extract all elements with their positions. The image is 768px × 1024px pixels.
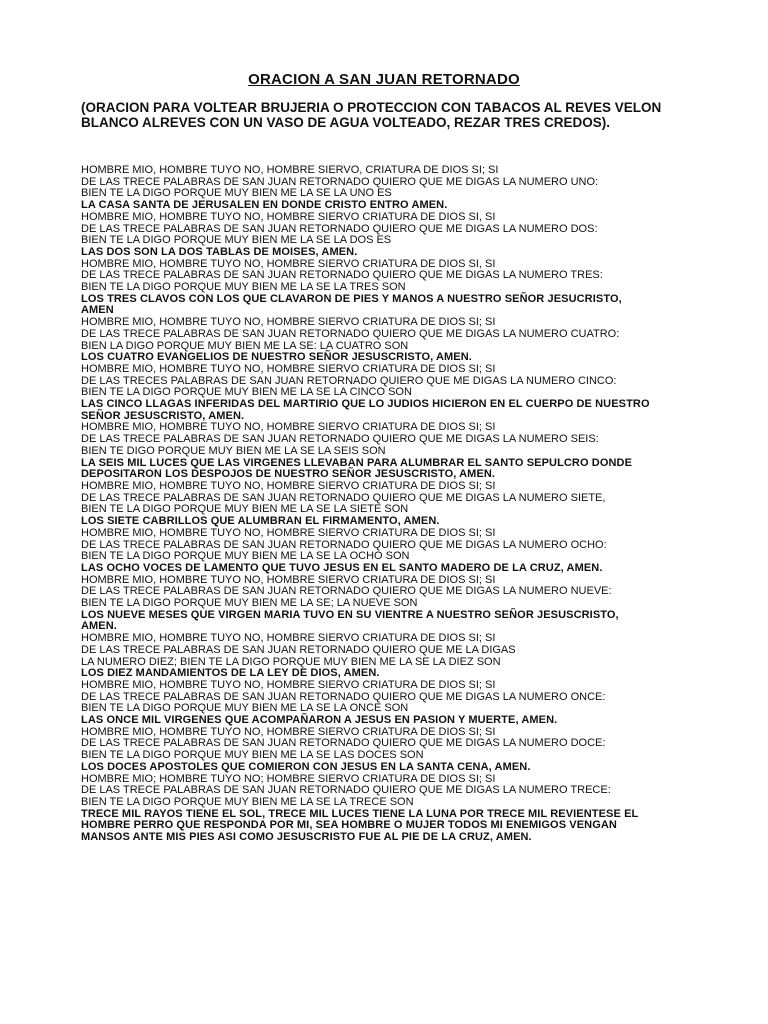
prayer-line: DE LAS TRECE PALABRAS DE SAN JUAN RETORNADO QUIERO QUE ME DIGAS LA NUMERO DOS: [81, 222, 598, 235]
prayer-line: HOMBRE MIO, HOMBRE TUYO NO, HOMBRE SIERVO CRIATURA DE DIOS SI; SI [81, 632, 496, 645]
prayer-line: DE LAS TRECE PALABRAS DE SAN JUAN RETORNADO QUIERO QUE ME DIGAS LA NUMERO TRECE: [81, 784, 611, 797]
prayer-line: BIEN TE LA DIGO PORQUE MUY BIEN ME LA SE LA ONCE SON [81, 702, 409, 715]
prayer-line: HOMBRE MIO, HOMBRE TUYO NO, HOMBRE SIERVO CRIATURA DE DIOS SI, SI [81, 210, 496, 223]
prayer-line: HOMBRE MIO, HOMBRE TUYO NO, HOMBRE SIERVO CRIATURA DE DIOS SI; SI [81, 316, 496, 329]
prayer-line: HOMBRE MIO; HOMBRE TUYO NO; HOMBRE SIERVO CRIATURA DE DIOS SI; SI [81, 772, 496, 785]
prayer-line: DE LAS TRECES PALABRAS DE SAN JUAN RETORNADO QUIERO QUE ME DIGAS LA NUMERO CINCO: [81, 374, 617, 387]
prayer-line-bold: SEÑOR JESUSCRISTO, AMEN. [81, 409, 245, 422]
prayer-line-bold: LOS CUATRO EVANGELIOS DE NUESTRO SEÑOR JESUSCRISTO, AMEN. [81, 351, 472, 364]
prayer-line-bold: MANSOS ANTE MIS PIES ASI COMO JESUSCRISTO FUE AL PIE DE LA CRUZ, AMEN. [81, 831, 532, 844]
document-subtitle: (ORACION PARA VOLTEAR BRUJERIA O PROTECCION CON TABACOS AL REVES VELON BLANCO ALREVES CON UN VASO DE AGUA VOLTEADO, REZAR TRES CREDOS). [81, 100, 662, 130]
prayer-line: DE LAS TRECE PALABRAS DE SAN JUAN RETORNADO QUIERO QUE ME DIGAS LA NUMERO OCHO: [81, 538, 607, 551]
prayer-line: HOMBRE MIO, HOMBRE TUYO NO, HOMBRE SIERVO CRIATURA DE DIOS SI; SI [81, 573, 496, 586]
prayer-line: BIEN TE LA DIGO PORQUE MUY BIEN ME LA SE LA SIETE SON [81, 503, 409, 516]
prayer-line: BIEN TE LA DIGO PORQUE MUY BIEN ME LA SE LA UNO ES [81, 187, 392, 200]
prayer-line-bold: LA SEIS MIL LUCES QUE LAS VIRGENES LLEVABAN PARA ALUMBRAR EL SANTO SEPULCRO DONDE [81, 456, 633, 469]
prayer-line: HOMBRE MIO, HOMBRE TUYO NO, HOMBRE SIERVO CRIATURA DE DIOS SI, SI [81, 257, 496, 270]
prayer-line: BIEN TE LA DIGO PORQUE MUY BIEN ME LA SE LA OCHO SON [81, 550, 410, 563]
prayer-line: DE LAS TRECE PALABRAS DE SAN JUAN RETORNADO QUIERO QUE ME DIGAS LA NUMERO TRES: [81, 269, 603, 282]
prayer-line: BIEN TE LA DIGO PORQUE MUY BIEN ME LA SE LA CINCO SON [81, 386, 412, 399]
prayer-line: BIEN TE LA DIGO PORQUE MUY BIEN ME LA SE LAS DOCES SON [81, 749, 424, 762]
prayer-line-bold: LAS CINCO LLAGAS INFERIDAS DEL MARTIRIO QUE LO JUDIOS HICIERON EN EL CUERPO DE NUESTRO [81, 398, 650, 411]
prayer-line-bold: LAS DOS SON LA DOS TABLAS DE MOISES, AMEN. [81, 245, 358, 258]
prayer-line-bold: LOS SIETE CABRILLOS QUE ALUMBRAN EL FIRMAMENTO, AMEN. [81, 515, 440, 528]
prayer-line: HOMBRE MIO, HOMBRE TUYO NO, HOMBRE SIERVO, CRIATURA DE DIOS SI; SI [81, 164, 499, 176]
document-title: ORACION A SAN JUAN RETORNADO [248, 71, 520, 88]
prayer-line-bold: LAS ONCE MIL VIRGENES QUE ACOMPAÑARON A JESUS EN PASION Y MUERTE, AMEN. [81, 714, 558, 727]
prayer-line: BIEN TE DIGO PORQUE MUY BIEN ME LA SE LA SEIS SON [81, 444, 386, 457]
prayer-body [81, 165, 731, 844]
prayer-line: HOMBRE MIO, HOMBRE TUYO NO, HOMBRE SIERVO CRIATURA DE DIOS SI; SI [81, 526, 496, 539]
prayer-line-bold: LOS TRES CLAVOS CON LOS QUE CLAVARON DE PIES Y MANOS A NUESTRO SEÑOR JESUCRISTO, [81, 292, 622, 305]
prayer-line: HOMBRE MIO, HOMBRE TUYO NO, HOMBRE SIERVO CRIATURA DE DIOS SI; SI [81, 678, 496, 691]
prayer-line: DE LAS TRECE PALABRAS DE SAN JUAN RETORNADO QUIERO QUE ME DIGAS LA NUMERO SIETE, [81, 491, 606, 504]
prayer-line-bold: LOS DIEZ MANDAMIENTOS DE LA LEY DE DIOS, AMEN. [81, 667, 380, 680]
prayer-line-bold: LA CASA SANTA DE JERUSALEN EN DONDE CRISTO ENTRO AMEN. [81, 199, 448, 212]
prayer-line: LA NUMERO DIEZ; BIEN TE LA DIGO PORQUE MUY BIEN ME LA SE LA DIEZ SON [81, 655, 501, 668]
prayer-line: DE LAS TRECE PALABRAS DE SAN JUAN RETORNADO QUIERO QUE ME DIGAS LA NUMERO UNO: [81, 175, 599, 188]
prayer-line-bold: LOS DOCES APOSTOLES QUE COMIERON CON JESUS EN LA SANTA CENA, AMEN. [81, 760, 531, 773]
prayer-line: DE LAS TRECE PALABRAS DE SAN JUAN RETORNADO QUIERO QUE ME DIGAS LA NUMERO SEIS: [81, 433, 599, 446]
prayer-line: HOMBRE MIO, HOMBRE TUYO NO, HOMBRE SIERVO CRIATURA DE DIOS SI; SI [81, 421, 496, 434]
prayer-line: DE LAS TRECE PALABRAS DE SAN JUAN RETORNADO QUIERO QUE ME DIGAS LA NUMERO CUATRO: [81, 327, 620, 340]
prayer-line: HOMBRE MIO, HOMBRE TUYO NO, HOMBRE SIERVO CRIATURA DE DIOS SI; SI [81, 362, 496, 375]
prayer-line-bold: AMEN. [81, 620, 117, 633]
prayer-line: DE LAS TRECE PALABRAS DE SAN JUAN RETORNADO QUIERO QUE ME DIGAS LA NUMERO DOCE: [81, 737, 606, 750]
prayer-line: HOMBRE MIO, HOMBRE TUYO NO, HOMBRE SIERVO CRIATURA DE DIOS SI; SI [81, 725, 496, 738]
prayer-line: DE LAS TRECE PALABRAS DE SAN JUAN RETORNADO QUIERO QUE ME DIGAS LA NUMERO ONCE: [81, 690, 606, 703]
prayer-line: BIEN TE LA DIGO PORQUE MUY BIEN ME LA SE LA TRECE SON [81, 795, 414, 808]
prayer-line-bold: LAS OCHO VOCES DE LAMENTO QUE TUVO JESUS EN EL SANTO MADERO DE LA CRUZ, AMEN. [81, 561, 603, 574]
prayer-line-bold: LOS NUEVE MESES QUE VIRGEN MARIA TUVO EN SU VIENTRE A NUESTRO SEÑOR JESUSCRISTO, [81, 608, 619, 621]
prayer-line: BIEN TE LA DIGO PORQUE MUY BIEN ME LA SE LA DOS ES [81, 234, 392, 247]
prayer-line-bold: TRECE MIL RAYOS TIENE EL SOL, TRECE MIL LUCES TIENE LA LUNA POR TRECE MIL REVIENTESE EL [81, 807, 639, 820]
prayer-line: DE LAS TRECE PALABRAS DE SAN JUAN RETORNADO QUIERO QUE ME LA DIGAS [81, 643, 516, 656]
prayer-line-bold: HOMBRE PERRO QUE RESPONDA POR MI, SEA HOMBRE O MUJER TODOS MI ENEMIGOS VENGAN [81, 819, 617, 832]
prayer-line-bold: AMEN [81, 304, 114, 317]
prayer-line: BIEN TE LA DIGO PORQUE MUY BIEN ME LA SE LA TRES SON [81, 281, 406, 294]
prayer-line: BIEN TE LA DIGO PORQUE MUY BIEN ME LA SE; LA NUEVE SON [81, 597, 418, 610]
prayer-line: BIEN LA DIGO PORQUE MUY BIEN ME LA SE: LA CUATRO SON [81, 339, 409, 352]
prayer-line-bold: DEPOSITARON LOS DESPOJOS DE NUESTRO SEÑOR JESUSCRISTO, AMEN. [81, 468, 496, 481]
prayer-line: HOMBRE MIO, HOMBRE TUYO NO, HOMBRE SIERVO CRIATURA DE DIOS SI; SI [81, 479, 496, 492]
prayer-line: DE LAS TRECE PALABRAS DE SAN JUAN RETORNADO QUIERO QUE ME DIGAS LA NUMERO NUEVE: [81, 585, 612, 598]
